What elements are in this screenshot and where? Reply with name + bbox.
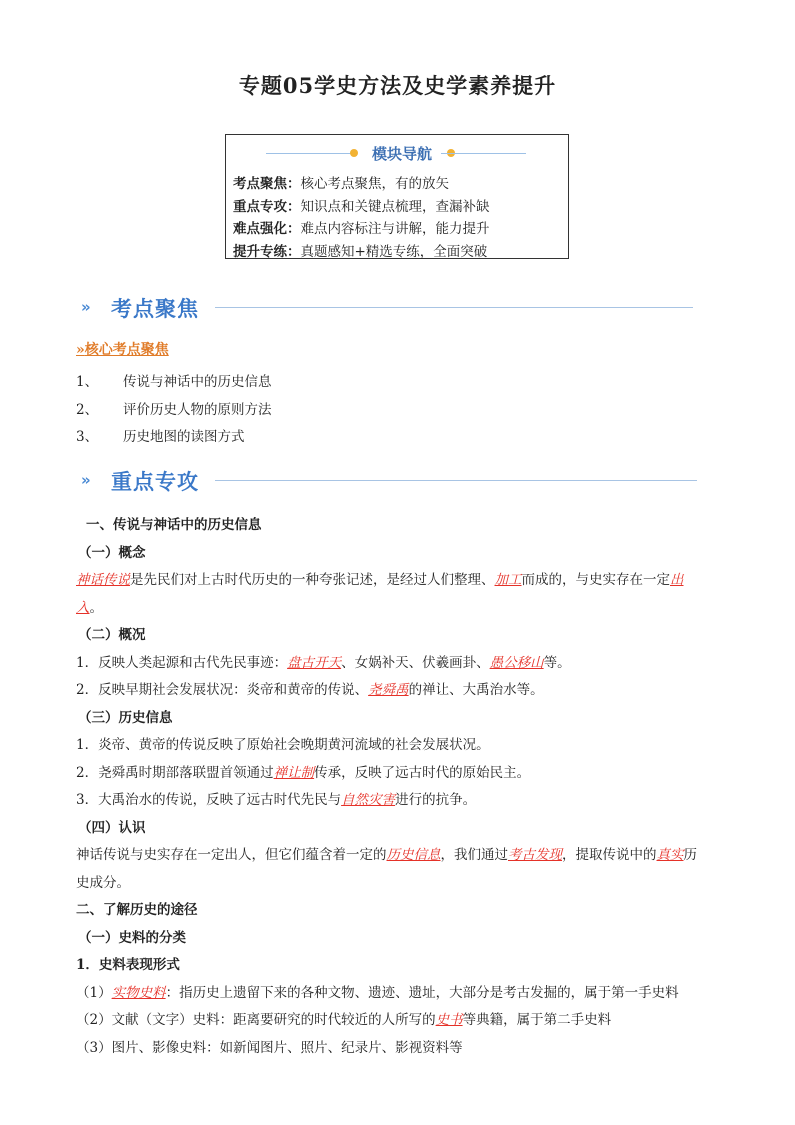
banner-divider — [215, 480, 697, 481]
list-item: 1、 传说与神话中的历史信息 — [76, 374, 272, 390]
page-title: 专题05学史方法及史学素养提升 — [238, 73, 557, 98]
subsection-heading: （三）历史信息 — [78, 709, 173, 726]
paragraph: 3．大禹治水的传说，反映了远古时代先民与自然灾害进行的抗争。 — [76, 792, 477, 808]
subsection-heading: （二）概况 — [78, 627, 146, 643]
paragraph: （2）文献（文字）史料：距离要研究的时代较近的人所写的史书等典籍，属于第二手史料 — [76, 1012, 612, 1028]
banner-divider — [215, 307, 693, 308]
nav-divider-left — [266, 153, 356, 154]
nav-item: 重点专攻：知识点和关键点梳理，查漏补缺 — [233, 198, 490, 215]
paragraph: 1．炎帝、黄帝的传说反映了原始社会晚期黄河流域的社会发展状况。 — [76, 737, 490, 753]
paragraph: 2．尧舜禹时期部落联盟首领通过禅让制传承，反映了远古时代的原始民主。 — [76, 764, 531, 781]
paragraph: 1．反映人类起源和古代先民事迹：盘古开天、女娲补天、伏羲画卦、愚公移山等。 — [76, 654, 571, 671]
banner-key — [75, 460, 695, 500]
double-chevron-icon: » — [76, 342, 85, 358]
subsection-heading: 1．史料表现形式 — [76, 957, 180, 973]
double-chevron-icon: » — [81, 471, 91, 489]
banner-focus-title: 考点聚焦 — [111, 297, 199, 321]
section-heading: 二、了解历史的途径 — [76, 902, 198, 918]
paragraph: 神话传说是先民们对上古时代历史的一种夸张记述，是经过人们整理、加工而成的，与史实存在一定出 入。 — [76, 572, 684, 616]
nav-item: 难点强化：难点内容标注与讲解，能力提升 — [233, 221, 490, 237]
paragraph: 神话传说与史实存在一定出人，但它们蕴含着一定的历史信息，我们通过考古发现，提取传说中的真实历 史成分。 — [76, 847, 697, 891]
nav-dot-icon-left — [350, 149, 358, 157]
core-heading: »核心考点聚焦 — [76, 342, 169, 358]
nav-heading: 模块导航 — [371, 145, 432, 163]
paragraph: （1）实物史料：指历史上遗留下来的各种文物、遗迹、遗址，大部分是考古发掘的，属于第一手史料 — [76, 984, 679, 1001]
subsection-heading: （四）认识 — [78, 819, 146, 836]
nav-items — [233, 173, 490, 263]
module-navigation-box — [225, 134, 569, 259]
double-chevron-icon: » — [81, 298, 91, 316]
section-heading: 一、传说与神话中的历史信息 — [86, 517, 262, 533]
subsection-heading: （一）史料的分类 — [78, 929, 186, 946]
paragraph: 2．反映早期社会发展状况：炎帝和黄帝的传说、尧舜禹的禅让、大禹治水等。 — [76, 682, 544, 698]
banner-key-title: 重点专攻 — [111, 470, 199, 494]
banner-focus — [75, 287, 695, 327]
main-content — [76, 512, 726, 1062]
nav-item: 考点聚焦：核心考点聚焦，有的放矢 — [233, 176, 449, 192]
nav-divider-right — [441, 153, 526, 154]
list-item: 2、 评价历史人物的原则方法 — [76, 401, 272, 418]
subsection-heading: （一）概念 — [78, 544, 146, 561]
core-list — [76, 369, 272, 452]
nav-item: 提升专练：真题感知+精选专练，全面突破 — [233, 243, 488, 260]
list-item: 3、 历史地图的读图方式 — [76, 429, 245, 445]
nav-heading-bar — [226, 143, 568, 163]
paragraph: （3）图片、影像史料：如新闻图片、照片、纪录片、影视资料等 — [76, 1039, 463, 1056]
